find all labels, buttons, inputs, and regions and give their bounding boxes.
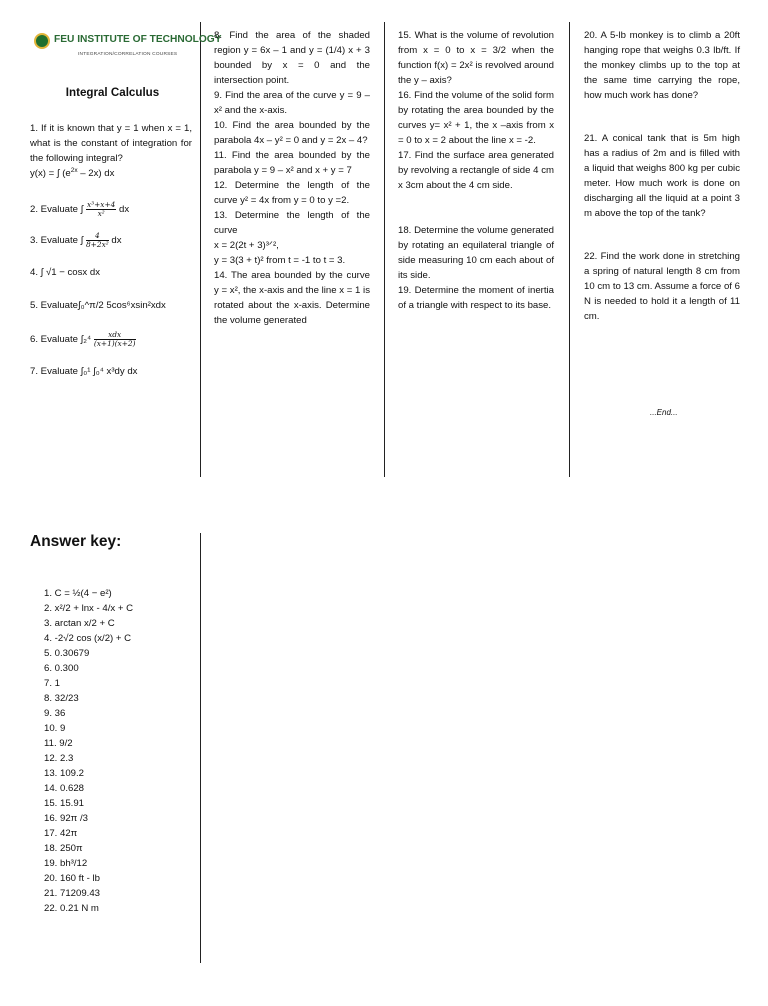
answer-key-divider bbox=[200, 533, 201, 963]
end-marker: ...End... bbox=[650, 408, 678, 417]
question-2-denominator: x² bbox=[97, 209, 105, 218]
question-2-prefix: 2. Evaluate ∫ bbox=[30, 204, 84, 216]
questions-column-4 bbox=[584, 28, 740, 324]
question-6 bbox=[30, 331, 192, 348]
question-2 bbox=[30, 201, 192, 218]
question-16: 16. Find the volume of the solid form by rotating the area bounded by the curves y= x² + 1, the x –axis from x = 0 to x = 2 about the line x = -2. bbox=[398, 90, 554, 146]
question-1-exponent: 2x bbox=[70, 166, 78, 174]
page-title: Integral Calculus bbox=[65, 86, 160, 99]
question-6-fraction bbox=[94, 331, 136, 348]
feu-seal-icon bbox=[34, 33, 50, 49]
question-7: 7. Evaluate ∫₀¹ ∫₀⁴ x³dy dx bbox=[30, 366, 138, 377]
answer-item: 12. 2.3 bbox=[44, 753, 74, 764]
column-divider bbox=[384, 22, 385, 477]
question-13-x: x = 2(2t + 3)³ᐟ², bbox=[214, 240, 279, 251]
question-2-suffix: dx bbox=[116, 204, 130, 216]
question-2-numerator: x³+x+4 bbox=[86, 200, 116, 209]
question-14: 14. The area bounded by the curve y = x², the x-axis and the line x = 1 is rotated about the x-axis. Determine the volume generated bbox=[214, 270, 370, 326]
questions-column-3 bbox=[398, 28, 554, 313]
answer-item: 11. 9/2 bbox=[44, 738, 73, 749]
answer-item: 6. 0.300 bbox=[44, 663, 79, 674]
question-12: 12. Determine the length of the curve y² = 4x from y = 0 to y =2. bbox=[214, 180, 370, 206]
question-3-numerator: 4 bbox=[86, 232, 109, 241]
answer-item: 9. 36 bbox=[44, 708, 66, 719]
institute-subtitle: INTEGRATION/CORRELATION COURSES bbox=[78, 52, 178, 57]
institute-logo bbox=[34, 33, 222, 63]
answer-item: 16. 92π /3 bbox=[44, 813, 88, 824]
answer-item: 8. 32/23 bbox=[44, 693, 79, 704]
question-10: 10. Find the area bounded by the parabola 4x – y² = 0 and y = 2x – 4? bbox=[214, 120, 370, 146]
question-19: 19. Determine the moment of inertia of a triangle with respect to its base. bbox=[398, 285, 554, 311]
questions-column-2 bbox=[214, 28, 370, 328]
answer-item: 14. 0.628 bbox=[44, 783, 85, 794]
answer-item: 2. x²/2 + lnx - 4/x + C bbox=[44, 603, 134, 614]
column-divider bbox=[200, 22, 201, 477]
question-1-integral bbox=[30, 166, 192, 181]
question-3-fraction bbox=[86, 232, 109, 249]
question-6-denominator: (x+1)(x+2) bbox=[93, 339, 136, 348]
question-3-prefix: 3. Evaluate ∫ bbox=[30, 235, 84, 247]
question-17: 17. Find the surface area generated by revolving a rectangle of side 4 cm x 3cm about the 4 cm side. bbox=[398, 150, 554, 191]
questions-column-1 bbox=[30, 121, 192, 379]
question-22: 22. Find the work done in stretching a spring of natural length 8 cm from 10 cm to 13 cm. Assume a force of 6 N is needed to hold it a length of 11 cm. bbox=[584, 251, 740, 322]
question-20: 20. A 5-lb monkey is to climb a 20ft hanging rope that weighs 0.3 lb/ft. If the monkey climbs up to the top at the same time carrying the rope, how much work has done? bbox=[584, 30, 740, 101]
question-9: 9. Find the area of the curve y = 9 –x² and the x-axis. bbox=[214, 90, 370, 116]
question-1-integral-end: – 2x) dx bbox=[77, 168, 115, 179]
question-8: 8. Find the area of the shaded region y = 6x – 1 and y = (1/4) x + 3 bounded by x = 0 and the intersection point. bbox=[214, 30, 370, 86]
answer-key-list bbox=[44, 586, 133, 916]
question-13-y: y = 3(3 + t)² from t = -1 to t = 3. bbox=[214, 255, 346, 266]
question-1-integral-start: y(x) = ∫ (e bbox=[30, 168, 71, 179]
answer-item: 1. C = ½(4 − e²) bbox=[44, 588, 112, 599]
question-21: 21. A conical tank that is 5m high has a radius of 2m and is filled with a liquid that weighs 800 kg per cubic meter. How much work is done on discharging all the liquid at a point 3 m above the top of the tank? bbox=[584, 133, 740, 219]
question-1: 1. If it is known that y = 1 when x = 1, what is the constant of integration for the following integral? bbox=[30, 123, 192, 164]
question-3 bbox=[30, 232, 192, 249]
answer-item: 17. 42π bbox=[44, 828, 78, 839]
answer-item: 15. 15.91 bbox=[44, 798, 85, 809]
answer-item: 4. -2√2 cos (x/2) + C bbox=[44, 633, 132, 644]
answer-item: 5. 0.30679 bbox=[44, 648, 90, 659]
answer-item: 20. 160 ft - lb bbox=[44, 873, 100, 884]
answer-item: 10. 9 bbox=[44, 723, 66, 734]
answer-item: 18. 250π bbox=[44, 843, 83, 854]
question-11: 11. Find the area bounded by the parabola y = 9 – x² and x + y = 7 bbox=[214, 150, 370, 176]
question-3-denominator: 8+2x² bbox=[85, 240, 109, 249]
question-6-numerator: xdx bbox=[94, 331, 136, 340]
question-5: 5. Evaluate∫₀^π/2 5cos⁶xsin²xdx bbox=[30, 300, 166, 311]
answer-item: 22. 0.21 N m bbox=[44, 903, 99, 914]
question-2-fraction bbox=[86, 201, 116, 218]
column-divider bbox=[569, 22, 570, 477]
answer-key-title: Answer key: bbox=[30, 533, 122, 550]
question-18: 18. Determine the volume generated by rotating an equilateral triangle of side measuring 10 cm each about of its side. bbox=[398, 225, 554, 281]
answer-item: 13. 109.2 bbox=[44, 768, 85, 779]
answer-item: 7. 1 bbox=[44, 678, 61, 689]
question-4: 4. ∫ √1 − cosx dx bbox=[30, 267, 101, 278]
answer-item: 19. bh³/12 bbox=[44, 858, 88, 869]
question-6-prefix: 6. Evaluate ∫₂⁴ bbox=[30, 334, 92, 346]
institute-name: FEU INSTITUTE OF TECHNOLOGY bbox=[54, 34, 222, 45]
answer-item: 21. 71209.43 bbox=[44, 888, 101, 899]
question-15: 15. What is the volume of revolution from x = 0 to x = 3/2 when the function f(x) = 2x² is revolved around the y – axis? bbox=[398, 30, 554, 86]
question-13: 13. Determine the length of the curve bbox=[214, 210, 370, 236]
answer-item: 3. arctan x/2 + C bbox=[44, 618, 115, 629]
question-3-suffix: dx bbox=[108, 235, 122, 247]
